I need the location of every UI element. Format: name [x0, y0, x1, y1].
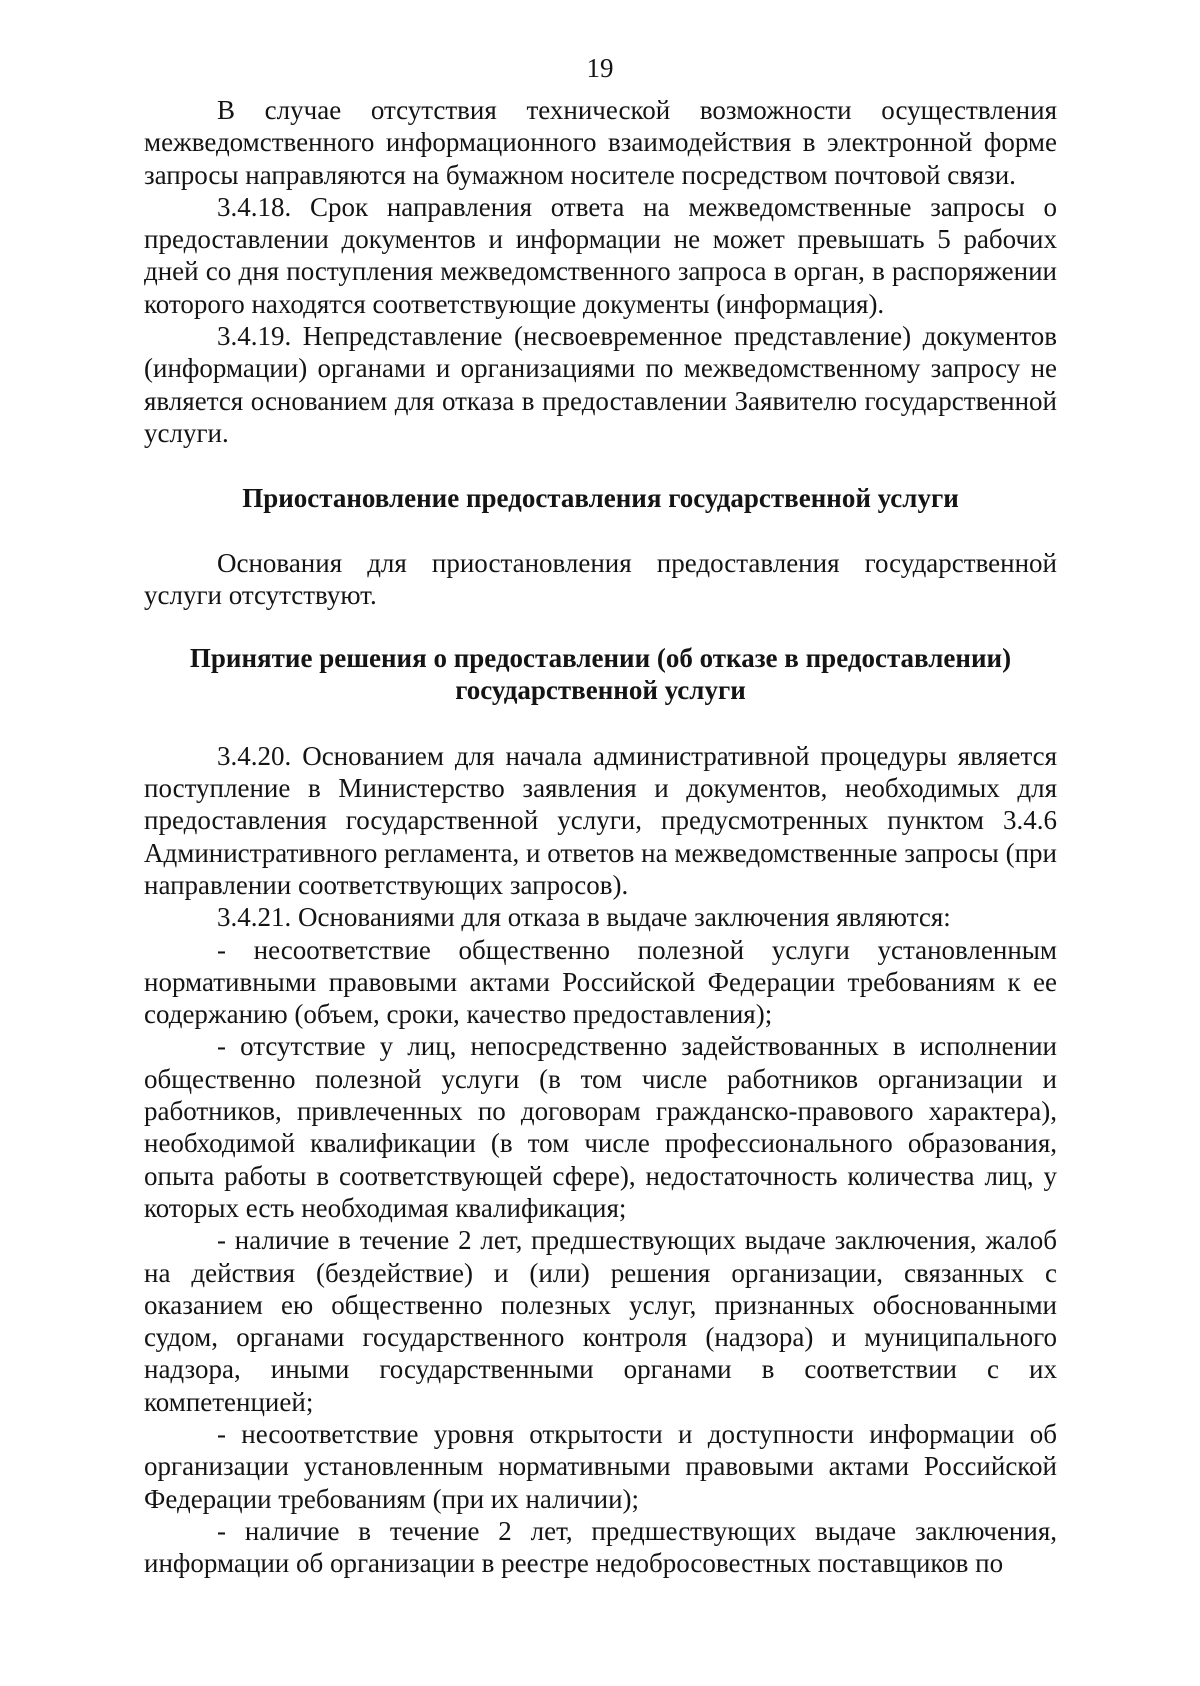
paragraph-3-4-21: 3.4.21. Основаниями для отказа в выдаче заключения являются: — [217, 902, 951, 933]
list-item-unfair-suppliers: - наличие в течение 2 лет, предшествующих выдаче заключения, информации об организации в реестре недобросовестных поставщиков по — [144, 1515, 1057, 1579]
heading-decision-line-1: Принятие решения о предоставлении (об отказе в предоставлении) — [189, 643, 1012, 674]
paragraph-3-4-19: 3.4.19. Непредставление (несвоевременное представление) документов (информации) органами и организациями по межведомственному запросу не является основанием для отказа в предоставлении Заявителю государственной услуги. — [144, 321, 1057, 448]
list-item-qualification: - отсутствие у лиц, непосредственно задействованных в исполнении общественно полезной услуги (в том числе работников организации и работников, привлеченных по договорам гражданско-правового характера), необходимой квалификации (в том числе профессионального образования, опыта работы в соответствующей сфере), недостаточность количества лиц, у которых есть необходимая квалификация; — [144, 1031, 1057, 1223]
page-number: 19 — [586, 53, 614, 83]
paragraph-3-4-18: 3.4.18. Срок направления ответа на межведомственные запросы о предоставлении документов и информации не может превышать 5 рабочих дней со дня поступления межведомственного запроса в орган, в распоряжении которого находятся соответствующие документы (информация). — [144, 191, 1057, 319]
paragraph-suspension-grounds: Основания для приостановления предоставления государственной услуги отсутствуют. — [144, 547, 1057, 610]
paragraph-paper-requests: В случае отсутствия технической возможности осуществления межведомственного информационного взаимодействия в электронной форме запросы направляются на бумажном носителе посредством почтовой связи. — [144, 95, 1057, 190]
list-item-complaints: - наличие в течение 2 лет, предшествующих выдаче заключения, жалоб на действия (бездействие) и (или) решения организации, связанных с оказанием ею общественно полезных услуг, признанных обоснованными судом, органами государственного контроля (надзора) и муниципального надзора, иными государственными органами в соответствии с их компетенцией; — [144, 1225, 1057, 1417]
list-item-service-mismatch: - несоответствие общественно полезной услуги установленным нормативными правовыми актами Российской Федерации требованиям к ее содержанию (объем, сроки, качество предоставления); — [144, 934, 1057, 1030]
paragraph-3-4-20: 3.4.20. Основанием для начала административной процедуры является поступление в Министерство заявления и документов, необходимых для предоставления государственной услуги, предусмотренных пунктом 3.4.6 Административного регламента, и ответов на межведомственные запросы (при направлении соответствующих запросов). — [144, 740, 1057, 900]
heading-decision-line-2: государственной услуги — [455, 675, 746, 706]
list-item-openness: - несоответствие уровня открытости и доступности информации об организации установленным нормативными правовыми актами Российской Федерации требованиям (при их наличии); — [144, 1418, 1057, 1514]
page-content — [144, 94, 1057, 1579]
heading-suspension: Приостановление предоставления государственной услуги — [242, 483, 959, 514]
